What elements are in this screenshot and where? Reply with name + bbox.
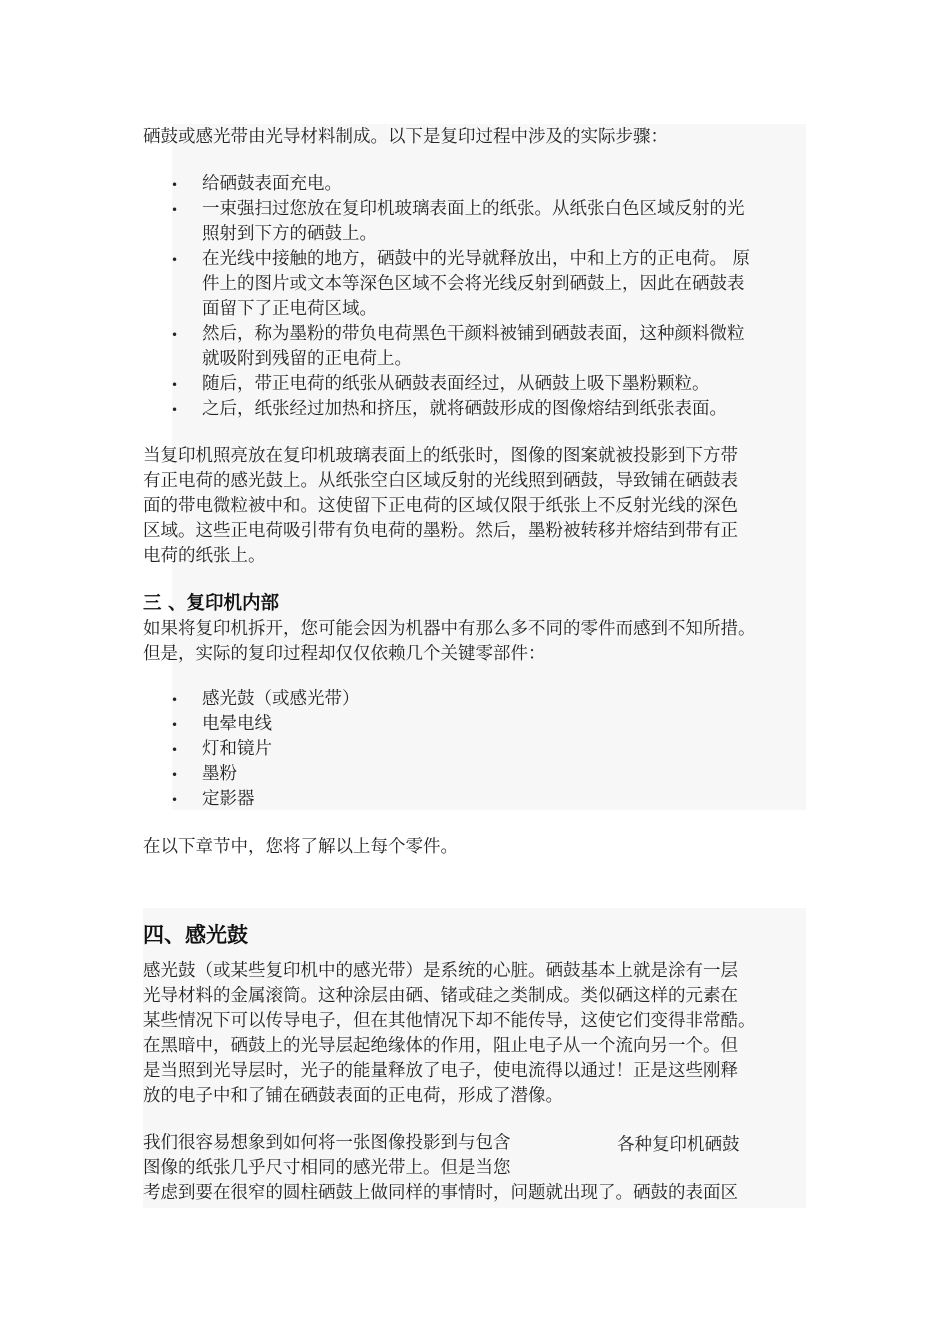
bullet-icon: • (171, 768, 179, 782)
bullet-icon: • (171, 718, 179, 732)
part-item: 电晕电线 (202, 714, 272, 734)
step-5-line-1: 随后，带正电荷的纸张从硒鼓表面经过，从硒鼓上吸下墨粉颗粒。 (202, 374, 710, 394)
section-3-intro-line: 但是，实际的复印过程却仅仅依赖几个关键零部件： (143, 644, 546, 664)
part-item: 墨粉 (202, 764, 237, 784)
step-6-line-1: 之后，纸张经过加热和挤压，就将硒鼓形成的图像熔结到纸张表面。 (202, 399, 727, 419)
paragraph-line: 考虑到要在很窄的圆柱硒鼓上做同样的事情时，问题就出现了。硒鼓的表面区 (143, 1183, 738, 1203)
bullet-icon: • (171, 378, 179, 392)
summary-line: 当复印机照亮放在复印机玻璃表面上的纸张时，图像的图案就被投影到下方带 (143, 446, 738, 466)
paragraph-line: 光导材料的金属滚筒。这种涂层由硒、锗或硅之类制成。类似硒这样的元素在 (143, 986, 738, 1006)
summary-line: 有正电荷的感光鼓上。从纸张空白区域反射的光线照到硒鼓，导致铺在硒鼓表 (143, 471, 738, 491)
bullet-icon: • (171, 743, 179, 757)
paragraph-line: 是当照到光导层时，光子的能量释放了电子，使电流得以通过！正是这些刚释 (143, 1061, 738, 1081)
section-3-intro-line: 如果将复印机拆开，您可能会因为机器中有那么多不同的零件而感到不知所措。 (143, 619, 756, 639)
part-item: 感光鼓（或感光带） (202, 689, 360, 709)
paragraph-line: 我们很容易想象到如何将一张图像投影到与包含 (143, 1133, 511, 1153)
intro-paragraph: 硒鼓或感光带由光导材料制成。以下是复印过程中涉及的实际步骤： (143, 127, 668, 147)
bullet-icon: • (171, 253, 179, 267)
step-3-line-3: 面留下了正电荷区域。 (202, 299, 377, 319)
summary-line: 区域。这些正电荷吸引带有负电荷的墨粉。然后，墨粉被转移并熔结到带有正 (143, 521, 738, 541)
bullet-icon: • (171, 328, 179, 342)
part-item: 定影器 (202, 789, 255, 809)
step-3-line-2: 件上的图片或文本等深色区域不会将光线反射到硒鼓上，因此在硒鼓表 (202, 274, 745, 294)
step-2-line-2: 照射到下方的硒鼓上。 (202, 224, 377, 244)
section-3-heading: 三 、复印机内部 (143, 593, 279, 614)
paragraph-line: 感光鼓（或某些复印机中的感光带）是系统的心脏。硒鼓基本上就是涂有一层 (143, 961, 738, 981)
part-item: 灯和镜片 (202, 739, 272, 759)
step-1-line-1: 给硒鼓表面充电。 (202, 174, 342, 194)
step-3-line-1: 在光线中接触的地方，硒鼓中的光导就释放出，中和上方的正电荷。 原 (202, 249, 751, 269)
bullet-icon: • (171, 693, 179, 707)
paragraph-line: 放的电子中和了铺在硒鼓表面的正电荷，形成了潜像。 (143, 1086, 563, 1106)
paragraph-line: 某些情况下可以传导电子，但在其他情况下却不能传导，这使它们变得非常酷。 (143, 1011, 756, 1031)
paragraph-line: 图像的纸张几乎尺寸相同的感光带上。但是当您 (143, 1158, 511, 1178)
bullet-icon: • (171, 403, 179, 417)
bullet-icon: • (171, 178, 179, 192)
step-4-line-2: 就吸附到残留的正电荷上。 (202, 349, 412, 369)
step-4-line-1: 然后，称为墨粉的带负电荷黑色干颜料被铺到硒鼓表面，这种颜料微粒 (202, 324, 745, 344)
section-3-outro: 在以下章节中，您将了解以上每个零件。 (143, 837, 458, 857)
summary-line: 电荷的纸张上。 (143, 546, 266, 566)
section-4-heading: 四、感光鼓 (143, 923, 248, 947)
bullet-icon: • (171, 793, 179, 807)
step-2-line-1: 一束强扫过您放在复印机玻璃表面上的纸张。从纸张白色区域反射的光 (202, 199, 745, 219)
bullet-icon: • (171, 203, 179, 217)
summary-line: 面的带电微粒被中和。这使留下正电荷的区域仅限于纸张上不反射光线的深色 (143, 496, 738, 516)
image-caption: 各种复印机硒鼓 (617, 1135, 740, 1155)
paragraph-line: 在黑暗中，硒鼓上的光导层起绝缘体的作用，阻止电子从一个流向另一个。但 (143, 1036, 738, 1056)
